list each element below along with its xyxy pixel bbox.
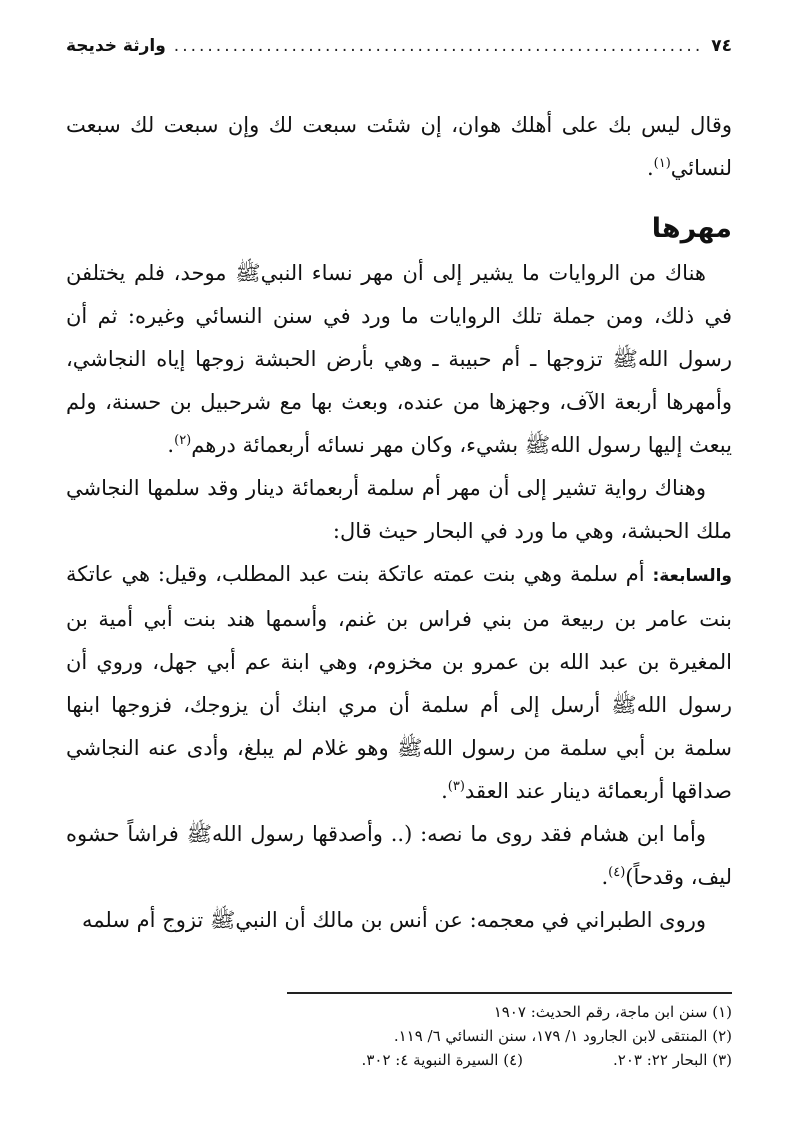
- paragraph-3: وهناك رواية تشير إلى أن مهر أم سلمة أربعمائة دينار وقد سلمها النجاشي ملك الحبشة، وهي ما ورد في البحار حيث قال:: [66, 476, 732, 543]
- section-heading: مهرها: [651, 213, 732, 244]
- paragraph-6: وروى الطبراني في معجمه: عن أنس بن مالك أن النبيﷺ تزوج أم سلمه: [82, 908, 706, 932]
- paragraph-5-end: .: [601, 865, 609, 889]
- footnote-2: (٢) المنتقى لابن الجارود ١/ ١٧٩، سنن النسائي ٦/ ١١٩.: [393, 1027, 732, 1045]
- header-leader-dots: [174, 36, 703, 56]
- body-text: [66, 104, 732, 942]
- paragraph-5: [66, 813, 732, 899]
- footnote-ref-4: (٤): [608, 865, 626, 880]
- footnote-4: (٤) السيرة النبوية ٤: ٣٠٢.: [361, 1051, 524, 1069]
- footnote-1: (١) سنن ابن ماجة، رقم الحديث: ١٩٠٧: [493, 1003, 732, 1021]
- paragraph-2-end: .: [167, 433, 175, 457]
- footnotes: [66, 1000, 732, 1072]
- book-title: وارثة خديجة: [66, 36, 166, 56]
- paragraph-5-text: وأما ابن هشام فقد روى ما نصه: (.. وأصدقها رسول اللهﷺ فراشاً حشوه ليف، وقدحاً): [66, 822, 732, 889]
- paragraph-4-lead: والسابعة:: [652, 566, 732, 586]
- running-header: [66, 28, 732, 64]
- footnote-3: (٣) البحار ٢٢: ٢٠٣.: [613, 1051, 732, 1069]
- paragraph-1: [66, 104, 732, 190]
- paragraph-2: [66, 252, 732, 467]
- page-number: ٧٤: [711, 36, 732, 56]
- paragraph-4: [66, 553, 732, 813]
- paragraph-4-end: .: [441, 779, 448, 803]
- paragraph-2-text: هناك من الروايات ما يشير إلى أن مهر نساء النبيﷺ موحد، فلم يختلفن في ذلك، ومن جملة تلك الروايات ما ورد في سنن النسائي وغيره: ثم أن رسول اللهﷺ تزوجها ـ أم حبيبة ـ وهي بأرض الحبشة زوجها إياه النجاشي، وأمهرها أربعة الآف، وجهزها من عنده، وبعث بها مع شرحبيل بن حسنة، ولم يبعث إليها رسول اللهﷺ بشيء، وكان مهر نسائه أربعمائة درهم: [66, 261, 732, 457]
- footnote-ref-2: (٢): [174, 433, 192, 448]
- paragraph-4-text: أم سلمة وهي بنت عمته عاتكة بنت عبد المطلب، وقيل: هي عاتكة بنت عامر بن ربيعة من بني فراس بن غنم، وأسمها هند بنت أبي أمية بن المغيرة بن عبد الله بن عمرو بن مخزوم، وهي ابنة عم أبي جهل، وروي أن رسول اللهﷺ أرسل إلى أم سلمة أن مري ابنك أن يزوجك، فزوجها ابنها سلمة بن أبي سلمة من رسول اللهﷺ وهو غلام لم يبلغ، وأدى عنه النجاشي صداقها أربعمائة دينار عند العقد: [66, 562, 732, 803]
- paragraph-1-text: وقال ليس بك على أهلك هوان، إن شئت سبعت لك وإن سبعت لك سبعت لنسائي: [66, 113, 732, 180]
- footnote-ref-1: (١): [653, 156, 671, 171]
- footnote-separator: [287, 992, 732, 994]
- footnote-ref-3: (٣): [447, 779, 465, 794]
- paragraph-1-end: .: [646, 156, 654, 180]
- footnote-row: [66, 1048, 732, 1072]
